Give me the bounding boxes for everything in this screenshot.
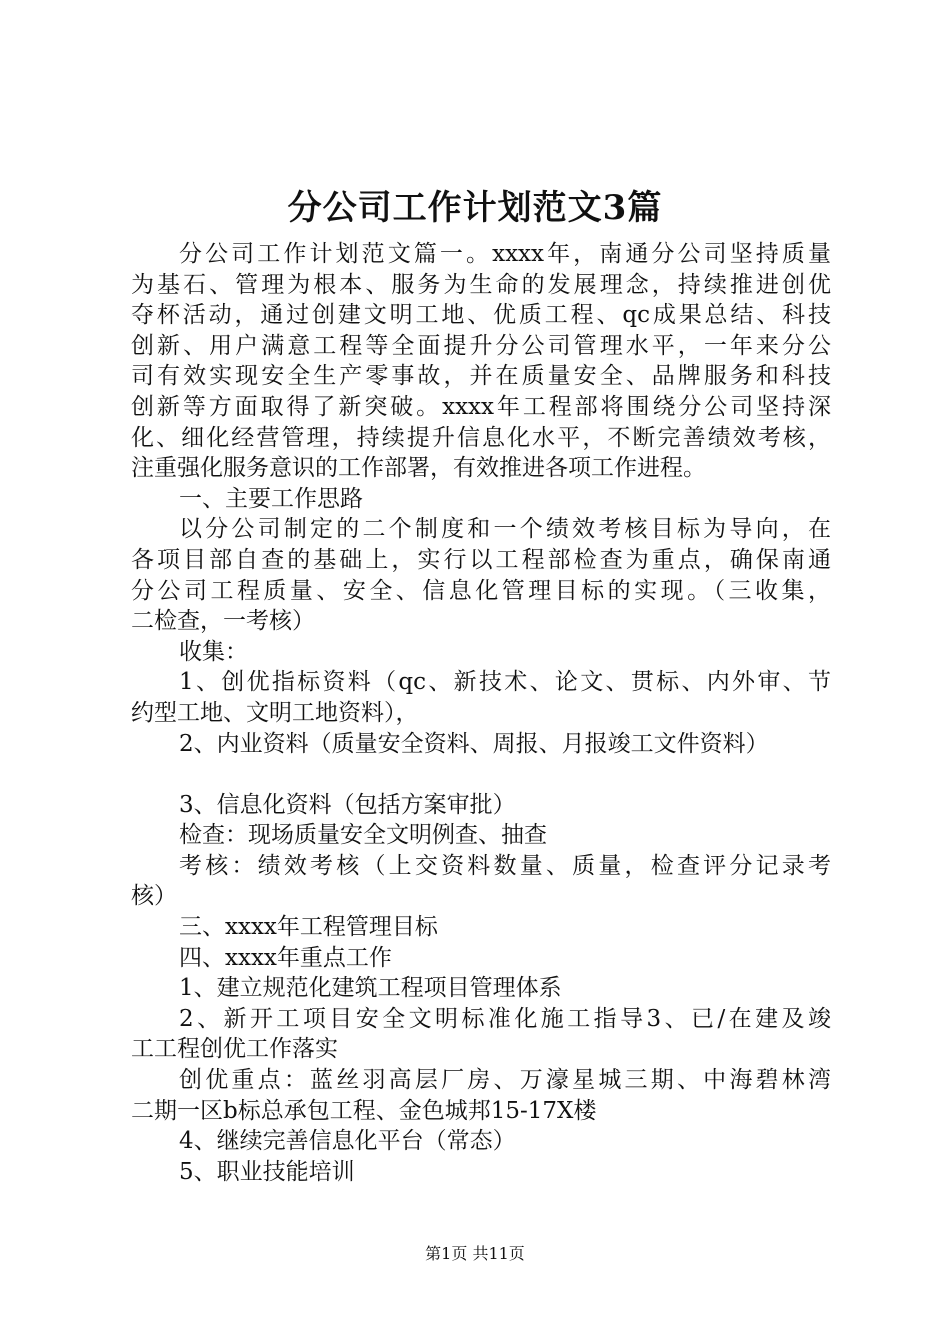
section-heading: 三、xxxx年工程管理目标 (179, 914, 438, 941)
paragraph-line: 夺杯活动，通过创建文明工地、优质工程、qc成果总结、科技 (131, 302, 831, 329)
paragraph-line: 为基石、管理为根本、服务为生命的发展理念，持续推进创优 (131, 271, 831, 298)
list-item: 3、信息化资料（包括方案审批） (179, 791, 516, 818)
section-heading: 四、xxxx年重点工作 (179, 944, 392, 971)
paragraph-line: 核） (131, 883, 177, 910)
list-item: 5、职业技能培训 (179, 1158, 355, 1185)
list-item-continued: 工工程创优工作落实 (131, 1036, 338, 1063)
paragraph-line: 司有效实现安全生产零事故，并在质量安全、品牌服务和科技 (131, 363, 831, 390)
paragraph-line: 创新等方面取得了新突破。xxxx年工程部将围绕分公司坚持深 (131, 393, 831, 420)
paragraph-line: 注重强化服务意识的工作部署，有效推进各项工作进程。 (131, 455, 706, 482)
page-footer: 第1页 共11页 (425, 1244, 525, 1263)
document-body (131, 239, 831, 1187)
section-heading: 一、主要工作思路 (179, 485, 363, 512)
document-title: 分公司工作计划范文3篇 (287, 188, 663, 228)
paragraph-line: 化、细化经营管理，持续提升信息化水平，不断完善绩效考核， (131, 424, 831, 451)
paragraph-line: 分公司工程质量、安全、信息化管理目标的实现。（三收集， (131, 577, 831, 604)
paragraph-line: 检查：现场质量安全文明例查、抽查 (179, 822, 547, 849)
paragraph-line: 二期一区b标总承包工程、金色城邦15-17X楼 (131, 1097, 597, 1124)
list-item: 4、继续完善信息化平台（常态） (179, 1128, 516, 1155)
list-item-continued: 约型工地、文明工地资料）， (131, 699, 419, 726)
list-item: 1、建立规范化建筑工程项目管理体系 (179, 975, 562, 1002)
paragraph-line: 分公司工作计划范文篇一。xxxx年，南通分公司坚持质量 (179, 241, 831, 267)
paragraph-line: 创新、用户满意工程等全面提升分公司管理水平，一年来分公 (131, 332, 831, 359)
blank-line (131, 759, 831, 790)
list-item: 1、创优指标资料（qc、新技术、论文、贯标、内外审、节 (179, 669, 831, 696)
list-item: 2、内业资料（质量安全资料、周报、月报竣工文件资料） (179, 730, 769, 757)
list-item: 2、新开工项目安全文明标准化施工指导3、已/在建及竣 (179, 1005, 831, 1032)
paragraph-line: 二检查，一考核） (131, 608, 315, 635)
paragraph-line: 各项目部自查的基础上，实行以工程部检查为重点，确保南通 (131, 546, 831, 573)
list-heading: 收集： (179, 638, 248, 665)
paragraph-line: 以分公司制定的二个制度和一个绩效考核目标为导向，在 (179, 516, 831, 543)
paragraph-line: 考核：绩效考核（上交资料数量、质量，检查评分记录考 (179, 852, 831, 879)
paragraph-line: 创优重点：蓝丝羽高层厂房、万濠星城三期、中海碧林湾 (179, 1067, 831, 1094)
